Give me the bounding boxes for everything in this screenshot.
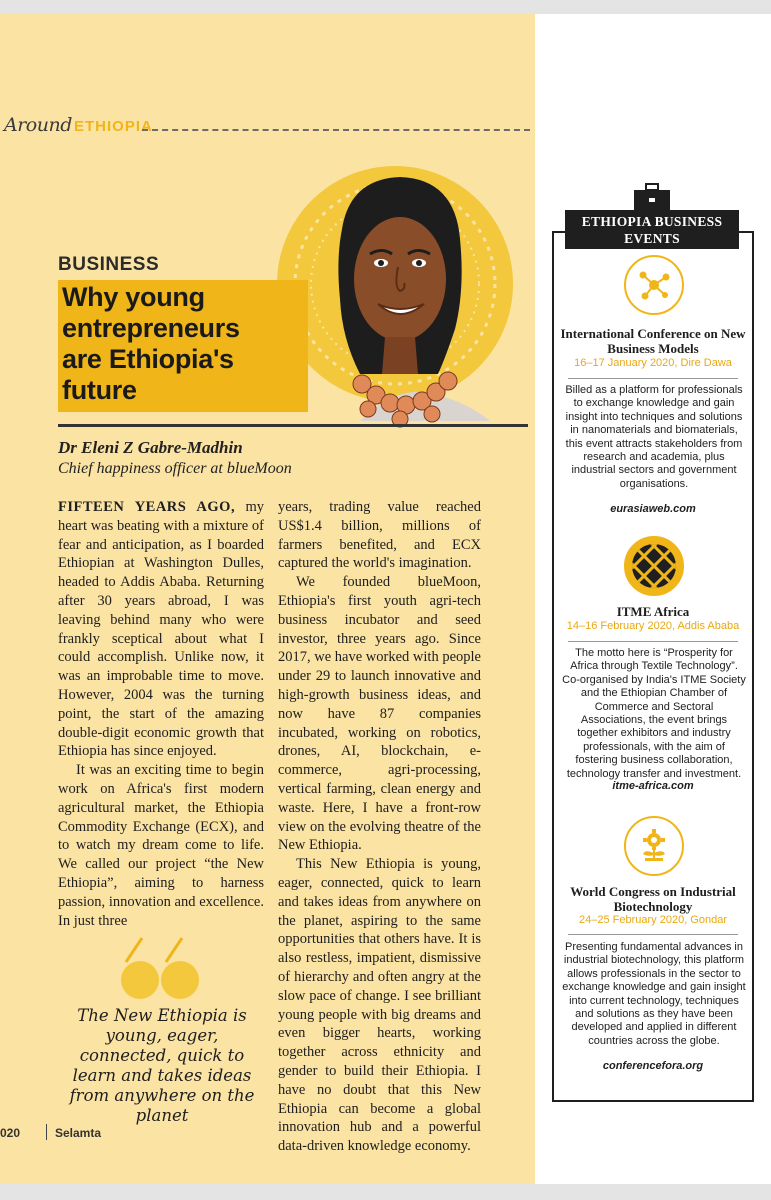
event-date: 24–25 February 2020, Gondar <box>579 914 727 926</box>
gear-plant-icon <box>624 816 684 876</box>
woven-textile-icon <box>624 536 684 596</box>
headline-line: entrepreneurs <box>62 313 240 343</box>
event-description: The motto here is “Prosperity for Africa through Textile Technology”. Co-organised by India's ITME Society and the Ethiopian Chamber of Commerce and Sectoral Associations, the event brings together exhibitors and industry professionals, with the aim of fostering business collaboration, technology transfer and investment. <box>562 647 746 780</box>
magazine-page <box>0 14 771 1184</box>
quote-marks-icon <box>118 932 208 1002</box>
pull-quote: The New Ethiopia is young, eager, connected, quick to learn and takes ideas from anywhere on the planet <box>69 1006 255 1125</box>
network-nodes-icon <box>624 255 684 315</box>
sidebar-title <box>565 210 739 249</box>
author-name: Dr Eleni Z Gabre-Madhin <box>58 438 243 457</box>
headline-line: future <box>62 375 137 405</box>
page-number: 020 <box>0 1126 21 1140</box>
event-date: 16–17 January 2020, Dire Dawa <box>574 357 732 369</box>
lead-in: FIFTEEN YEARS AGO, <box>58 499 236 515</box>
event-title: International Conference on New Business Models <box>560 326 746 356</box>
event-url[interactable]: eurasiaweb.com <box>610 503 696 515</box>
paragraph <box>58 498 264 761</box>
paragraph: We founded blueMoon, Ethiopia's first youth agri-tech business incubator and seed investor, three years ago. Since 2017, we have worked with people under 29 to launch innovative and high-growth business ideas, and now have 87 companies incubated, working on robotics, drones, AI, blockchain, e-commerce, agri-processing, vertical farming, clean energy and waste. Here, I have a front-row view on the evolving theatre of the New Ethiopia. <box>278 574 481 854</box>
section-name: ETHIOPIA <box>74 118 153 135</box>
event-description: Presenting fundamental advances in industrial biotechnology, this platform allows professionals in the sector to exchange knowledge and gain insight into current technology, techniques and solutions as they have been developed and applied in different countries across the globe. <box>562 941 746 1047</box>
headline-line: are Ethiopia's <box>62 344 234 374</box>
article-column-1 <box>58 498 264 930</box>
event-title: World Congress on Industrial Biotechnology <box>570 884 736 914</box>
article-category: BUSINESS <box>58 254 160 275</box>
event-divider <box>568 934 738 935</box>
article-headline <box>58 280 308 412</box>
magazine-name: Selamta <box>55 1126 102 1140</box>
event-url[interactable]: conferencefora.org <box>602 1060 704 1072</box>
footer-divider <box>46 1124 47 1140</box>
paragraph: It was an exciting time to begin work on Africa's first modern agricultural market, the Ethiopia Commodity Exchange (ECX), and to watch my dream come to life. We called our project “the New Ethiopia”, aiming to harness passion, innovation and excellence. In just three <box>58 762 264 929</box>
sidebar-title-line: EVENTS <box>624 231 680 246</box>
event-divider <box>568 378 738 379</box>
headline-rule <box>58 424 528 427</box>
paragraph: years, trading value reached US$1.4 billion, millions of farmers benefited, and ECX captured the world's imagination. <box>278 499 481 572</box>
section-divider <box>142 129 530 131</box>
event-url[interactable]: itme-africa.com <box>612 780 694 792</box>
section-script: Around <box>4 114 72 136</box>
event-title: ITME Africa <box>616 604 690 619</box>
paragraph: This New Ethiopia is young, eager, connected, quick to learn and takes ideas from anywhere on the planet, aspiring to the same opportunities that others have. It is also restless, impatient, dismissive of hierarchy and often angry at the slow pace of change. I see brilliant young people with big dreams and even bigger hearts, working together across ethnicity and gender to build their Ethiopia. I have no doubt that this New Ethiopia can become a global innovation hub and a powerful data-driven knowledge economy. <box>278 856 481 1155</box>
author-role: Chief happiness officer at blueMoon <box>58 460 292 477</box>
event-description: Billed as a platform for professionals to exchange knowledge and gain insight into techniques and solutions in nanomaterials and biomaterials, this event attracts stakeholders from research and academia, plus industrial sectors and government organisations. <box>565 384 743 490</box>
event-date: 14–16 February 2020, Addis Ababa <box>566 620 740 632</box>
article-column-2 <box>278 498 481 1156</box>
paragraph-text: my heart was beating with a mixture of fear and anticipation, as I boarded Ethiopian at Washington Dulles, headed to Addis Ababa. Returning after 30 years abroad, I was leaving behind many who were frankly sceptical about what I could accomplish. Unlike now, it was an improbable time to move. However, 2004 was the turning point, the start of the amazing double-digit economic growth that Ethiopia has since enjoyed. <box>58 499 265 760</box>
headline-line: Why young <box>62 282 205 312</box>
event-divider <box>568 641 738 642</box>
sidebar-title-line: ETHIOPIA BUSINESS <box>581 214 723 229</box>
